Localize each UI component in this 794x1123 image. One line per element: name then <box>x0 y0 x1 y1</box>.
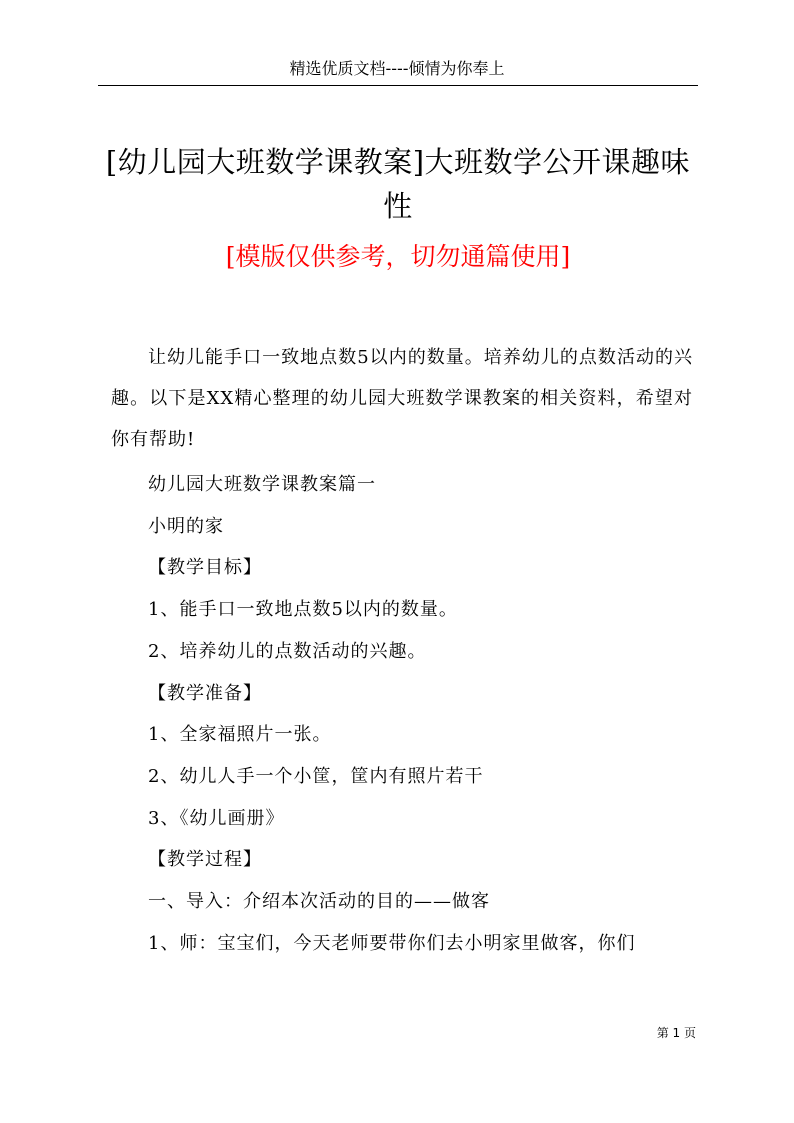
header-divider <box>98 85 698 86</box>
document-title: [幼儿园大班数学课教案]大班数学公开课趣味性 <box>105 145 691 223</box>
process-step: 1、师：宝宝们，今天老师要带你们去小明家里做客，你们 <box>148 932 636 954</box>
section-heading: 幼儿园大班数学课教案篇一 <box>148 474 376 495</box>
preparation-item: 2、幼儿人手一个小筐，筐内有照片若干 <box>148 765 484 787</box>
lesson-title: 小明的家 <box>148 515 224 537</box>
process-heading: 【教学过程】 <box>148 849 262 871</box>
preparation-heading: 【教学准备】 <box>148 682 262 704</box>
page-header: 精选优质文档----倾情为你奉上 <box>289 59 505 78</box>
preparation-item: 3、《幼儿画册》 <box>148 807 285 829</box>
document-subtitle: [模版仅供参考，切勿通篇使用] <box>225 242 571 271</box>
preparation-item: 1、全家福照片一张。 <box>148 724 332 746</box>
document-body <box>111 337 693 964</box>
page-number: 第 1 页 <box>656 1026 696 1040</box>
goal-item: 1、能手口一致地点数5以内的数量。 <box>148 599 458 621</box>
process-step: 一、导入：介绍本次活动的目的——做客 <box>148 891 490 913</box>
goals-heading: 【教学目标】 <box>148 557 262 579</box>
goal-item: 2、培养幼儿的点数活动的兴趣。 <box>148 640 427 662</box>
intro-paragraph: 让幼儿能手口一致地点数5以内的数量。培养幼儿的点数活动的兴趣。以下是XX精心整理的幼儿园大班数学课教案的相关资料，希望对你有帮助! <box>111 347 693 450</box>
